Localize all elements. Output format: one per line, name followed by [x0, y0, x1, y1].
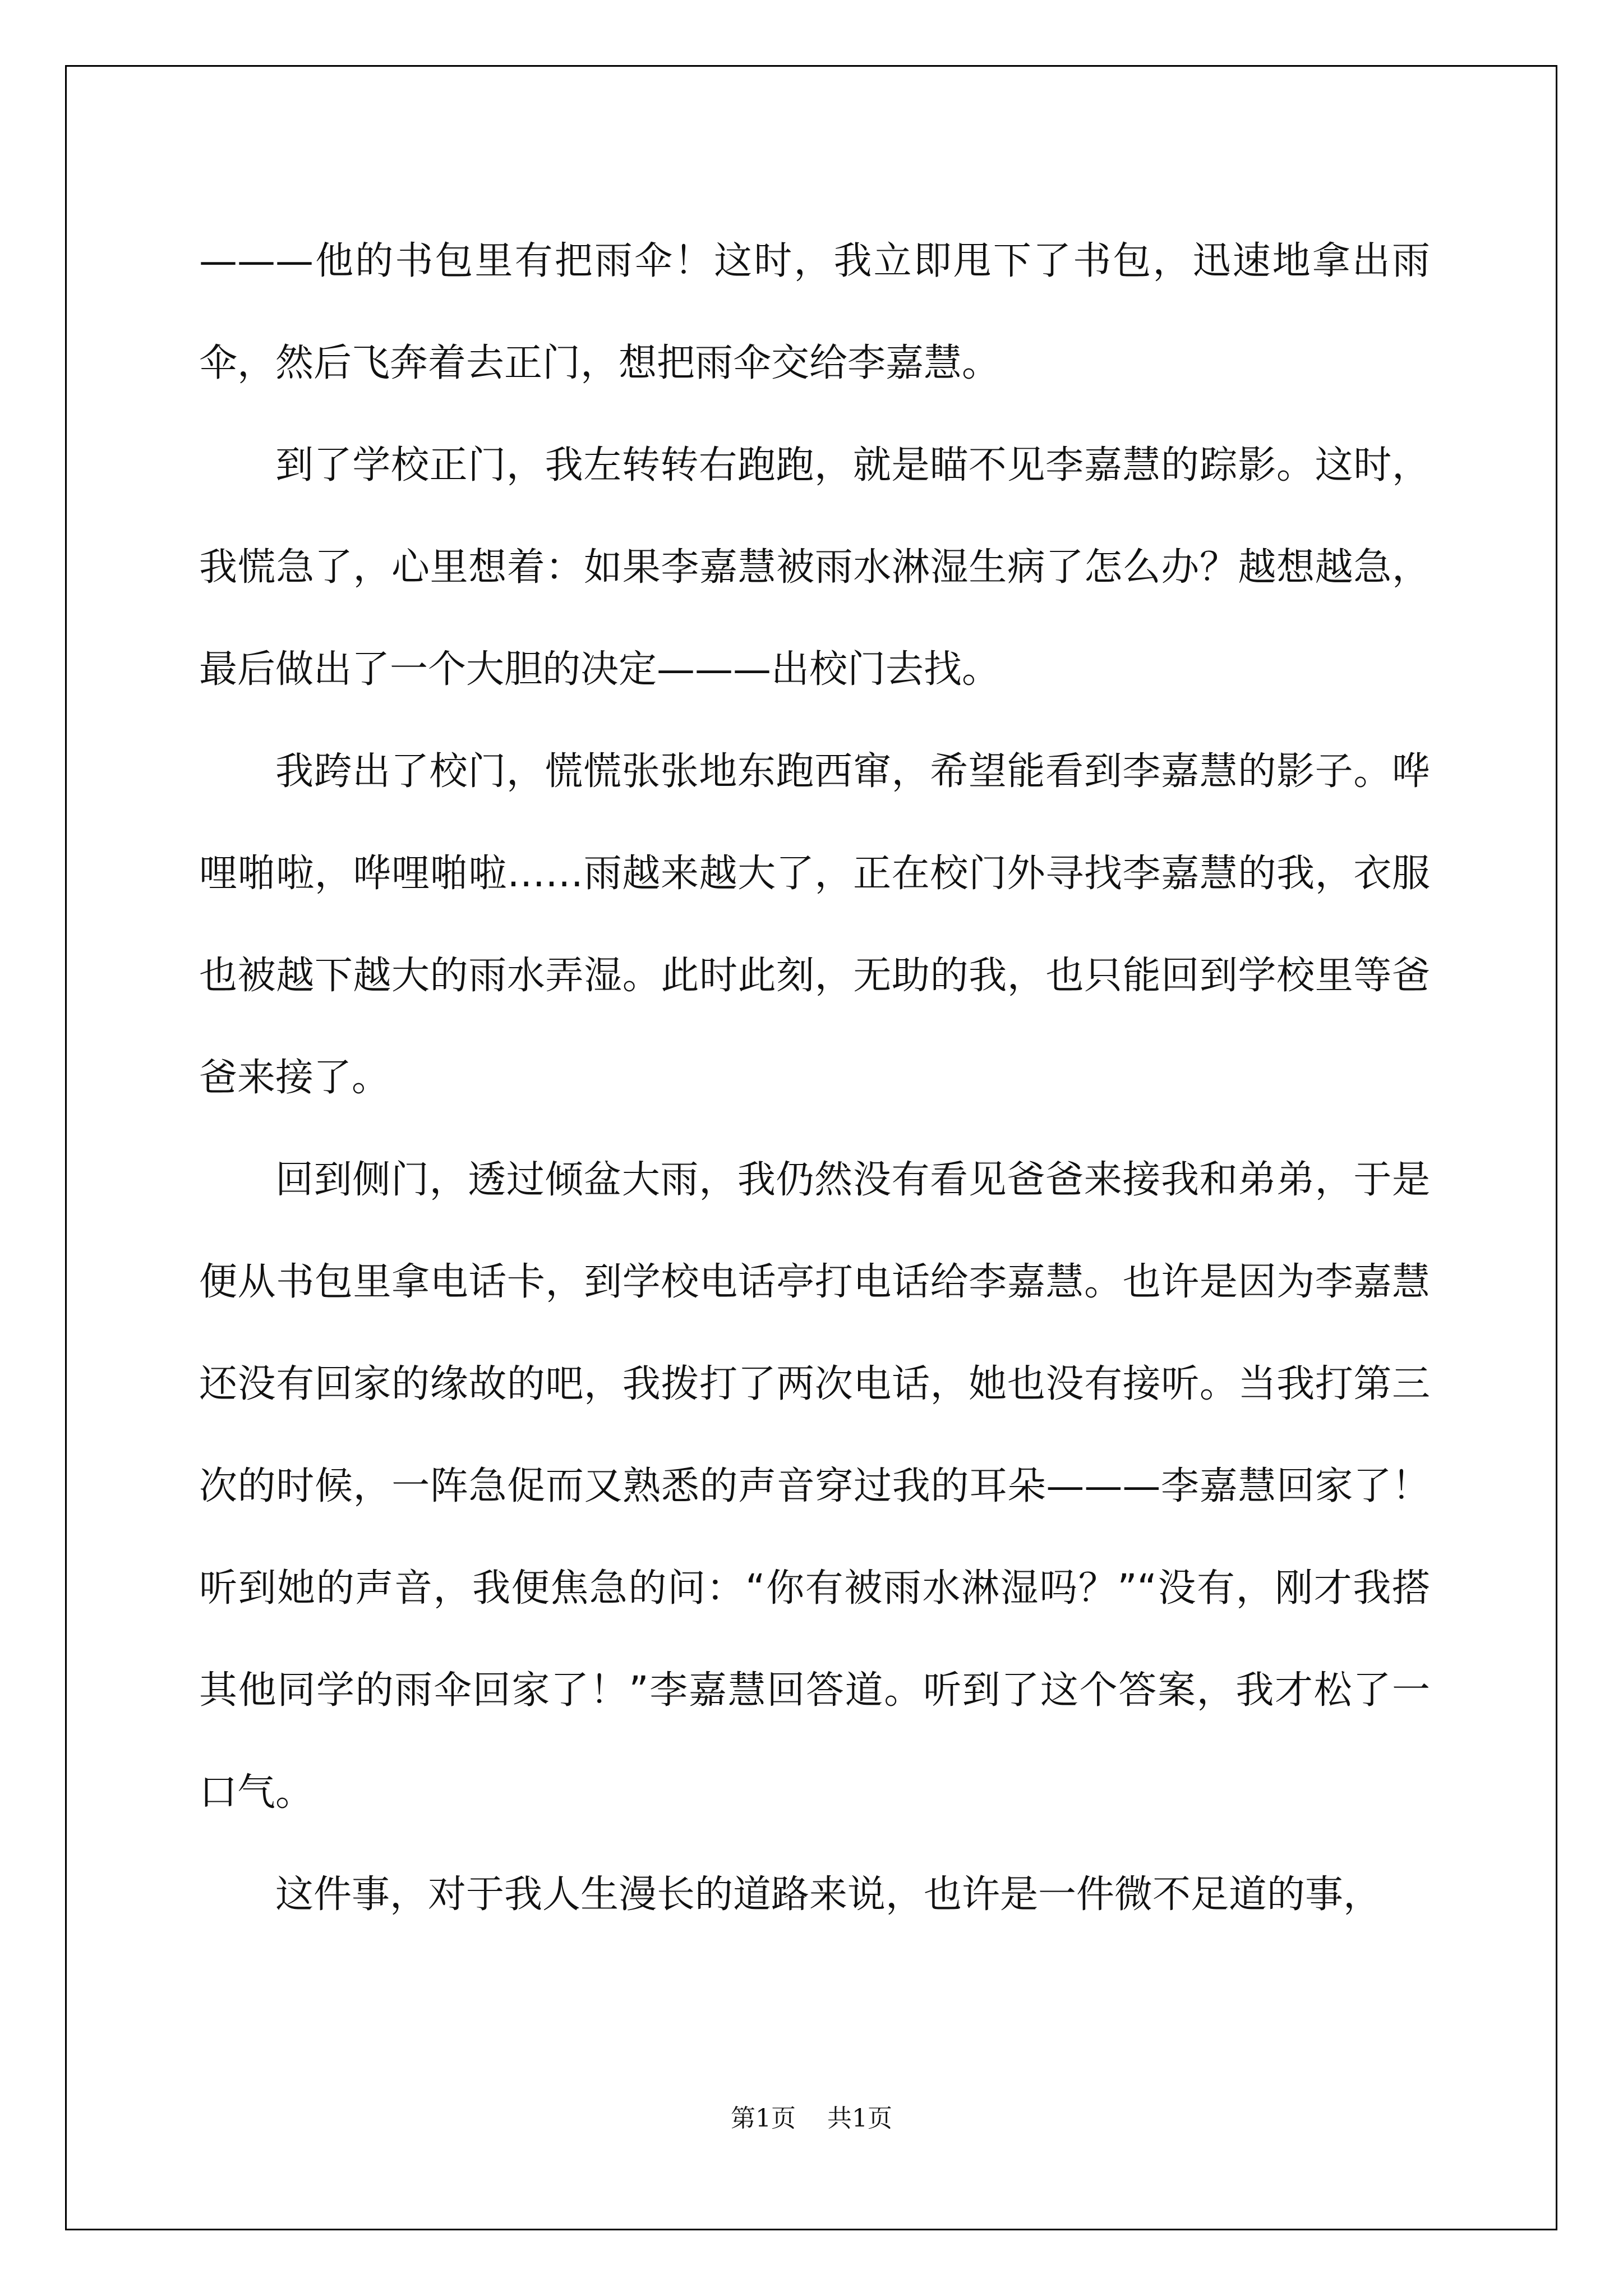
- page-footer: [0, 2098, 1623, 2134]
- page-total: 共1页: [827, 2104, 892, 2133]
- paragraph-continued: ———他的书包里有把雨伞！这时，我立即甩下了书包，迅速地拿出雨伞，然后飞奔着去正门，想把雨伞交给李嘉慧。: [199, 239, 1430, 385]
- paragraph: 到了学校正门，我左转转右跑跑，就是瞄不见李嘉慧的踪影。这时，我慌急了，心里想着：如果李嘉慧被雨水淋湿生病了怎么办？越想越急，最后做出了一个大胆的决定———出校门去找。: [199, 443, 1430, 692]
- page-number: 第1页: [731, 2104, 796, 2133]
- paragraph: 这件事，对于我人生漫长的道路来说，也许是一件微不足道的事，: [275, 1872, 1382, 1917]
- paragraph: 回到侧门，透过倾盆大雨，我仍然没有看见爸爸来接我和弟弟，于是便从书包里拿电话卡，到学校电话亭打电话给李嘉慧。也许是因为李嘉慧还没有回家的缘故的吧，我拨打了两次电话，她也没有接听。当我打第三次的时候，一阵急促而又熟悉的声音穿过我的耳朵———李嘉慧回家了！听到她的声音，我便焦急的问：“你有被雨水淋湿吗？”“没有，刚才我搭其他同学的雨伞回家了！”李嘉慧回答道。听到了这个答案，我才松了一口气。: [199, 1158, 1430, 1815]
- paragraph: 我跨出了校门，慌慌张张地东跑西窜，希望能看到李嘉慧的影子。哗哩啪啦，哗哩啪啦……雨越来越大了，正在校门外寻找李嘉慧的我，衣服也被越下越大的雨水弄湿。此时此刻，无助的我，也只能回到学校里等爸爸来接了。: [199, 749, 1430, 1100]
- document-body: [199, 210, 1430, 1946]
